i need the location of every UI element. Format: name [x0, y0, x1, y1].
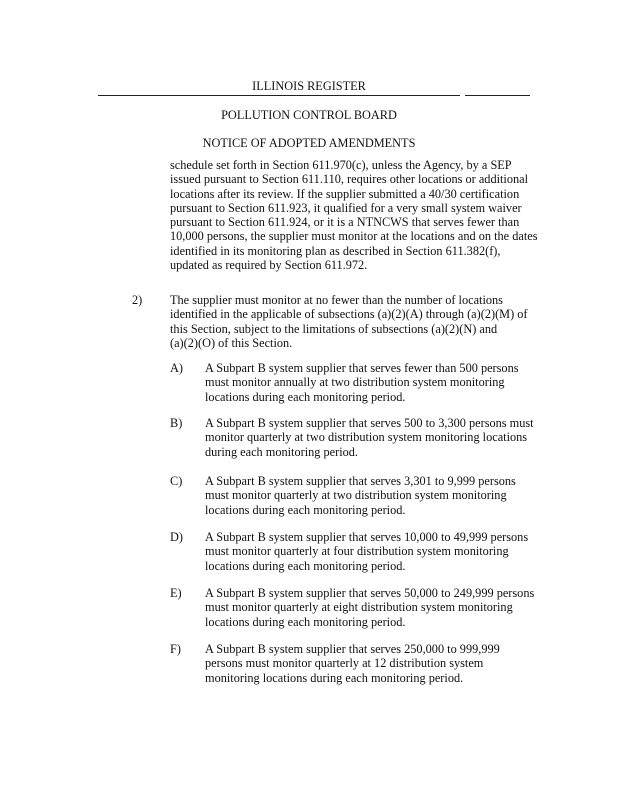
text-line: pursuant to Section 611.924, or it is a NTNCWS that serves fewer than — [170, 215, 520, 230]
subsection-b-text — [205, 416, 534, 459]
text-line: must monitor quarterly at two distribution system monitoring — [205, 488, 507, 503]
text-line: persons must monitor quarterly at 12 distribution system — [205, 656, 484, 671]
subsection-d-text — [205, 530, 528, 573]
text-line: locations during each monitoring period. — [205, 389, 406, 404]
notice-title: NOTICE OF ADOPTED AMENDMENTS — [202, 136, 416, 150]
text-line: locations during each monitoring period. — [205, 614, 406, 629]
text-line: identified in its monitoring plan as described in Section 611.382(f), — [170, 243, 501, 258]
subsection-e-marker: E) — [170, 586, 182, 600]
subsection-c-marker: C) — [170, 474, 183, 488]
text-line: must monitor quarterly at four distribution system monitoring — [205, 544, 509, 559]
text-line: locations during each monitoring period. — [205, 558, 406, 573]
subsection-f-text — [205, 642, 500, 685]
text-line: identified in the applicable of subsections (a)(2)(A) through (a)(2)(M) of — [170, 307, 528, 322]
text-line: locations after its review. If the supplier submitted a 40/30 certification — [170, 186, 520, 201]
text-line: A Subpart B system supplier that serves 3,301 to 9,999 persons — [205, 474, 516, 488]
paragraph-2-marker: 2) — [132, 293, 143, 307]
text-line: must monitor quarterly at eight distribution system monitoring — [205, 600, 513, 615]
text-line: A Subpart B system supplier that serves fewer than 500 persons — [205, 361, 519, 375]
text-line: A Subpart B system supplier that serves 500 to 3,300 persons must — [205, 416, 534, 430]
register-title: ILLINOIS REGISTER — [252, 79, 366, 93]
subsection-a-text — [205, 361, 519, 404]
text-line: The supplier must monitor at no fewer than the number of locations — [170, 293, 503, 307]
paragraph-2 — [170, 293, 528, 350]
text-line: issued pursuant to Section 611.110, requires other locations or additional — [170, 172, 529, 187]
text-line: 10,000 persons, the supplier must monitor at the locations and on the dates — [170, 229, 538, 244]
text-line: updated as required by Section 611.972. — [170, 258, 368, 273]
text-line: locations during each monitoring period. — [205, 502, 406, 517]
board-title: POLLUTION CONTROL BOARD — [221, 108, 397, 122]
header-rule-left — [98, 95, 460, 96]
subsection-d-marker: D) — [170, 530, 183, 544]
header-rule-right — [465, 95, 530, 96]
text-line: monitoring locations during each monitoring period. — [205, 670, 464, 685]
text-line: A Subpart B system supplier that serves 250,000 to 999,999 — [205, 642, 500, 656]
continuation-paragraph — [170, 158, 537, 272]
text-line: monitor quarterly at two distribution system monitoring locations — [205, 430, 528, 445]
text-line: pursuant to Section 611.923, it qualified for a very small system waiver — [170, 200, 522, 215]
subsection-c-text — [205, 474, 516, 517]
subsection-f-marker: F) — [170, 642, 181, 656]
text-line: A Subpart B system supplier that serves 50,000 to 249,999 persons — [205, 586, 535, 600]
text-line: A Subpart B system supplier that serves 10,000 to 49,999 persons — [205, 530, 529, 544]
text-line: (a)(2)(O) of this Section. — [170, 335, 293, 350]
text-line: must monitor annually at two distribution system monitoring — [205, 375, 505, 390]
text-line: this Section, subject to the limitations of subsections (a)(2)(N) and — [170, 321, 498, 336]
subsection-b-marker: B) — [170, 416, 183, 430]
text-line: during each monitoring period. — [205, 444, 358, 459]
subsection-a-marker: A) — [170, 361, 183, 375]
subsection-e-text — [205, 586, 534, 629]
text-line: schedule set forth in Section 611.970(c), unless the Agency, by a SEP — [170, 158, 512, 172]
